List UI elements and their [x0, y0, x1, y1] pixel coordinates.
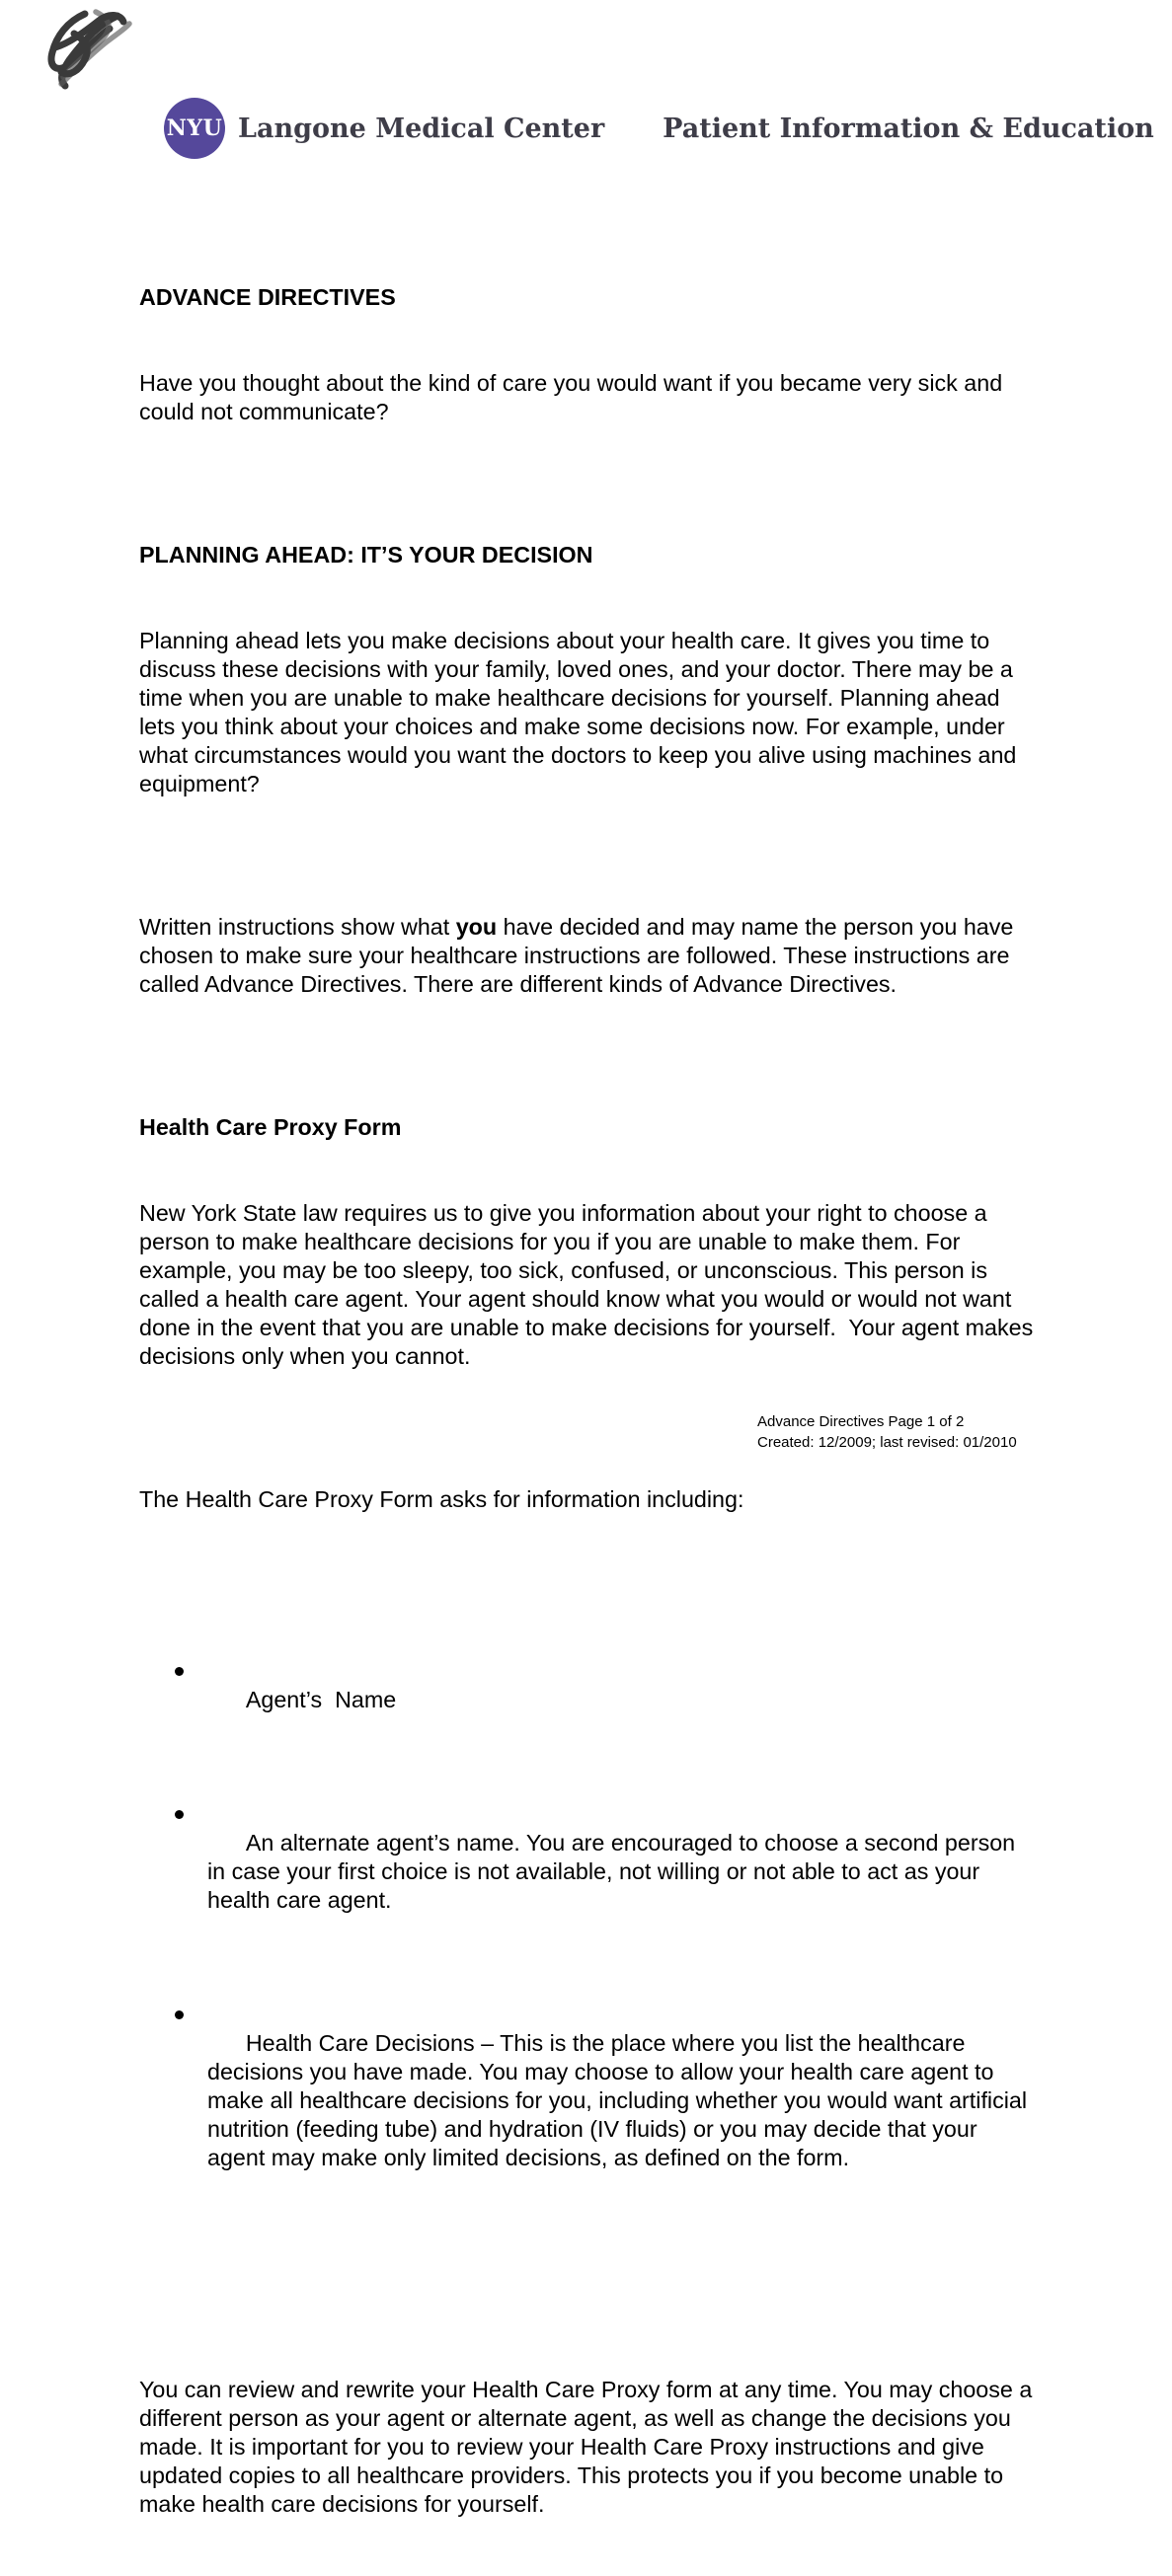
footer-revision-info: Created: 12/2009; last revised: 01/2010 [757, 1434, 1017, 1451]
written-pre-text: Written instructions show what [139, 914, 456, 940]
dept-name: Patient Information & Education [663, 113, 1154, 144]
proxy-paragraph: New York State law requires us to give you information about your right to choose a person to make healthcare decisions for you if you are unable to make them. For example, you may be too sleepy, too sick, confused, or unconscious. This person is called a health care agent. Your agent should know what you would or would not want done in the event that you are unable to make decisions for yourself. Your agent makes decisions only when you cannot. [139, 1200, 1040, 1369]
list-item-text: Agent’s Name [245, 1687, 397, 1712]
document-body [139, 197, 1040, 2576]
pen-scribble-artifact [26, 4, 138, 97]
list-item [139, 1800, 1036, 1943]
planning-ahead-heading: PLANNING AHEAD: IT’S YOUR DECISION [139, 542, 593, 568]
closing-paragraph: You can review and rewrite your Health Care Proxy form at any time. You may choose a different person as your agent or alternate agent, as well as change the decisions you made. It is important for you to review your Health Care Proxy instructions and give updated copies to all healthcare providers. This protects you if you become unable to make health care decisions for yourself. [139, 2377, 1039, 2517]
planning-paragraph: Planning ahead lets you make decisions about your health care. It gives you time to discuss these decisions with your family, loved ones, and your doctor. There may be a time when you are unable to make healthcare decisions for yourself. Planning ahead lets you think about your choices and make some decisions now. For example, under what circumstances would you want the doctors to keep you alive using machines and equipment? [139, 628, 1023, 796]
health-care-proxy-heading: Health Care Proxy Form [139, 1114, 402, 1140]
list-item-text: An alternate agent’s name. You are encouraged to choose a second person in case your first choice is not available, not willing or not able to act as your health care agent. [207, 1830, 1022, 1913]
intro-paragraph: Have you thought about the kind of care you would want if you became very sick and could not communicate? [139, 370, 1009, 424]
scribble-icon [26, 4, 138, 97]
nyu-logo [164, 98, 225, 159]
advance-directives-heading: ADVANCE DIRECTIVES [139, 284, 396, 310]
list-item [139, 1657, 1036, 1743]
list-item [139, 2001, 1036, 2201]
bullet-icon [175, 2010, 184, 2019]
written-bold-you: you [455, 914, 498, 940]
list-item-text: Health Care Decisions – This is the place where you list the healthcare decisions you have made. You may choose to allow your health care agent to make all healthcare decisions for you, including whether you would want artificial nutrition (feeding tube) and hydration (IV fluids) or you may decide that your agent may make only limited decisions, as defined on the form. [207, 2030, 1034, 2170]
proxy-info-list [139, 1600, 1036, 2258]
page-footer [757, 1411, 1017, 1453]
written-instructions-paragraph [139, 913, 1036, 999]
page-header [164, 98, 1154, 159]
bullet-icon [175, 1667, 184, 1676]
footer-page-info: Advance Directives Page 1 of 2 [757, 1413, 965, 1430]
bullet-icon [175, 1810, 184, 1819]
nyu-logo-text: NYU [166, 115, 223, 141]
org-name: Langone Medical Center [238, 113, 605, 144]
list-intro-paragraph: The Health Care Proxy Form asks for information including: [139, 1486, 744, 1512]
written-post-text: have decided and may name the person you have chosen to make sure your healthcare instructions are followed. These instructions are called Advance Directives. There are different kinds of Advance Directives. [139, 914, 1020, 997]
